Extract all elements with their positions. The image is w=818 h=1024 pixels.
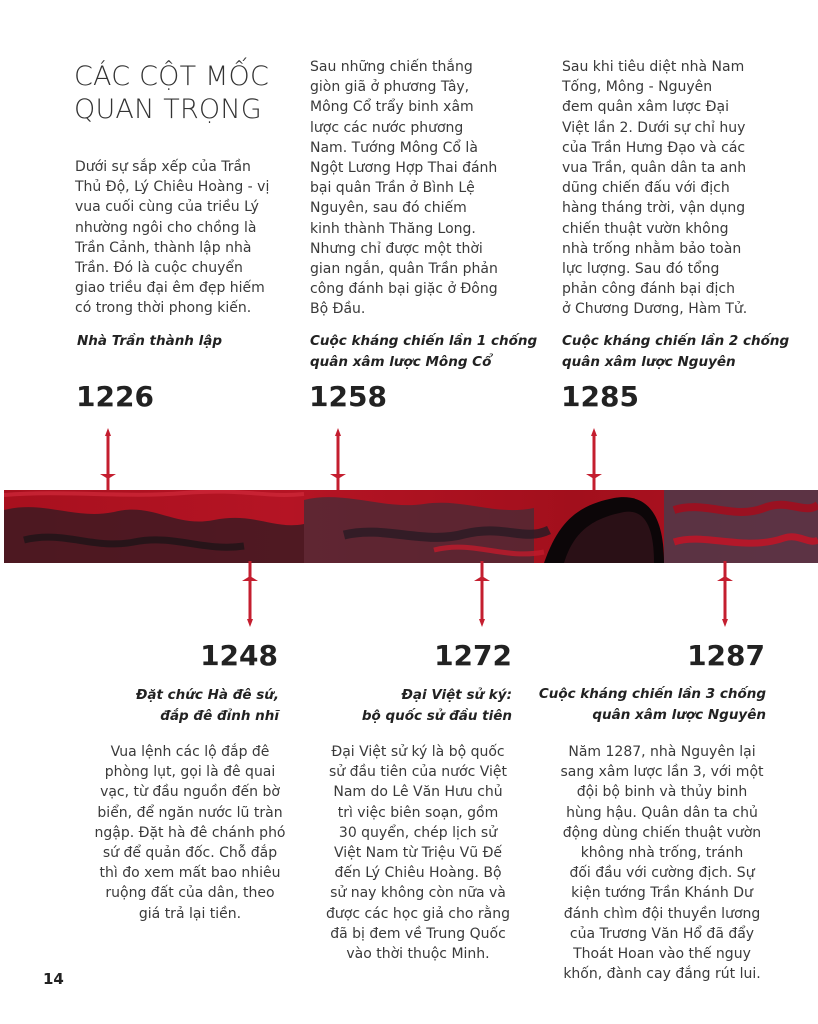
event-1272-caption: Đại Việt sử ký: bộ quốc sử đầu tiên (361, 687, 512, 724)
timeline-marker-1226 (94, 428, 122, 494)
timeline-marker-1272 (468, 561, 496, 627)
timeline-marker-1248 (236, 561, 264, 627)
event-1258-year: 1258 (309, 380, 387, 413)
event-1272-year: 1272 (434, 639, 512, 672)
event-1285-caption: Cuộc kháng chiến lần 2 chống quân xâm lược Nguyên (562, 333, 790, 370)
event-1285-year: 1285 (561, 380, 639, 413)
event-1258-description: Sau những chiến thắng giòn giã ở phương Tây, Mông Cổ trẩy binh xâm lược các nước phương Nam. Tướng Mông Cổ là Ngột Lương Hợp Thai đánh bại quân Trần ở Bình Lệ Nguyên, sau đó chiếm kinh thành Thăng Long. Nhưng chỉ được một thời gian ngắn, quân Trần phản công đánh bại giặc ở Đông Bộ Đầu. (310, 59, 498, 318)
event-1248-caption: Đặt chức Hà đê sứ, đắp đê đỉnh nhĩ (135, 687, 279, 724)
event-1287-description: Năm 1287, nhà Nguyên lại sang xâm lược lần 3, với một đội bộ binh và thủy binh hùng hậu. Quân dân ta chủ động dùng chiến thuật vườn không nhà trống, tránh đối đầu với cường địch. Sự kiện tướng Trần Khánh Dư đánh chìm đội thuyền lương của Trương Văn Hổ đã đẩy Thoát Hoan vào thế nguy khốn, đành cay đắng rút lui. (560, 744, 764, 983)
event-1248-description: Vua lệnh các lộ đắp đê phòng lụt, gọi là đê quai vạc, từ đầu nguồn đến bờ biển, để ngăn nước lũ tràn ngập. Đặt hà đê chánh phó sứ để quản đốc. Chỗ đắp thì đo xem mất bao nhiêu ruộng đất của dân, theo giá trả lại tiền. (94, 744, 286, 922)
timeline-marker-1287 (711, 561, 739, 627)
timeline-marker-1285 (580, 428, 608, 494)
timeline-marker-1258 (324, 428, 352, 494)
page-title: CÁC CỘT MỐC QUAN TRỌNG (74, 61, 270, 125)
timeline-band (4, 490, 818, 563)
event-1226-year: 1226 (76, 380, 154, 413)
event-1226-description: Dưới sự sắp xếp của Trần Thủ Độ, Lý Chiêu Hoàng - vị vua cuối cùng của triều Lý nhường ngôi cho chồng là Trần Cảnh, thành lập nhà Trần. Đó là cuộc chuyển giao triều đại êm đẹp hiếm có trong thời phong kiến. (75, 159, 270, 317)
event-1272-description: Đại Việt sử ký là bộ quốc sử đầu tiên của nước Việt Nam do Lê Văn Hưu chủ trì việc biên soạn, gồm 30 quyển, chép lịch sử Việt Nam từ Triệu Vũ Đế đến Lý Chiêu Hoàng. Bộ sử nay không còn nữa và được các học giả cho rằng đã bị đem về Trung Quốc vào thời thuộc Minh. (326, 744, 510, 963)
event-1285-description: Sau khi tiêu diệt nhà Nam Tống, Mông - Nguyên đem quân xâm lược Đại Việt lần 2. Dưới sự chỉ huy của Trần Hưng Đạo và các vua Trần, quân dân ta anh dũng chiến đấu với địch hàng tháng trời, vận dụng chiến thuật vườn không nhà trống nhằm bảo toàn lực lượng. Sau đó tổng phản công đánh bại địch ở Chương Dương, Hàm Tử. (562, 59, 748, 318)
event-1226-caption: Nhà Trần thành lập (77, 333, 223, 349)
event-1287-caption: Cuộc kháng chiến lần 3 chống quân xâm lược Nguyên (538, 686, 766, 723)
event-1287-year: 1287 (687, 639, 765, 672)
event-1258-caption: Cuộc kháng chiến lần 1 chống quân xâm lược Mông Cổ (310, 333, 538, 370)
page-number: 14 (43, 970, 64, 988)
event-1248-year: 1248 (200, 639, 278, 672)
